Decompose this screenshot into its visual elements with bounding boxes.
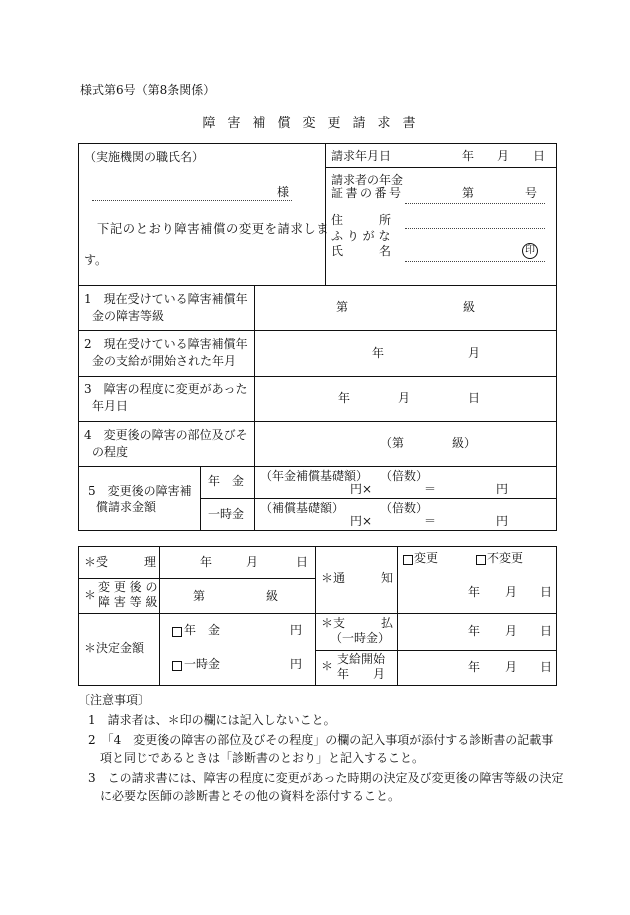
notify-year: 年 bbox=[468, 585, 481, 599]
request-text-line1: 下記のとおり障害補償の変更を請求しま bbox=[97, 222, 330, 236]
receipt-label: ＊受 理 bbox=[84, 555, 157, 569]
seal-icon: 印 bbox=[522, 243, 538, 259]
notify-month: 月 bbox=[505, 585, 518, 599]
row2-year: 年 bbox=[372, 346, 385, 360]
pension-amount-yen: 円 bbox=[290, 623, 303, 637]
cert-dai: 第 bbox=[462, 186, 475, 200]
row2-month: 月 bbox=[468, 346, 481, 360]
lump-yen: 円 bbox=[496, 514, 509, 528]
start-asterisk: ＊ bbox=[321, 659, 334, 673]
pension-multiplier-label: （倍数） bbox=[380, 469, 429, 483]
pension-equals: ＝ bbox=[424, 482, 437, 496]
sama-suffix: 様 bbox=[277, 185, 290, 199]
row2-label-line1: 2 現在受けている障害補償年 bbox=[84, 337, 248, 351]
cert-go: 号 bbox=[525, 186, 538, 200]
note-2-line2: 項と同じであるときは「診断書のとおり」と記入すること。 bbox=[100, 751, 425, 765]
row4-label-line1: 4 変更後の障害の部位及びそ bbox=[84, 428, 248, 442]
pension-cert-label-line2: 証書の番号 bbox=[331, 186, 404, 200]
cert-number-field[interactable] bbox=[405, 203, 545, 204]
note-3-line2: に必要な医師の診断書とその他の資料を添付すること。 bbox=[100, 789, 401, 803]
lump-check-label: 一時金 bbox=[184, 657, 221, 671]
pension-base-label: （年金補償基礎額） bbox=[260, 469, 369, 483]
row1-label-line1: 1 現在受けている障害補償年 bbox=[84, 292, 248, 306]
receipt-year: 年 bbox=[200, 555, 213, 569]
changed-checkbox[interactable] bbox=[403, 555, 413, 565]
note-3-line1: 3 この請求書には、障害の程度に変更があった時期の決定及び変更後の障害等級の決定 bbox=[88, 771, 564, 785]
row3-label-line2: 年月日 bbox=[92, 399, 129, 413]
unchanged-checkbox[interactable] bbox=[476, 555, 486, 565]
row1-dai: 第 bbox=[336, 300, 349, 314]
changed-grade-label-line2: 障 害 等 級 bbox=[98, 595, 158, 609]
payment-month: 月 bbox=[505, 624, 518, 638]
row1-kyu: 級 bbox=[463, 300, 476, 314]
start-label-line2: 年 月 bbox=[337, 667, 386, 681]
date-month: 月 bbox=[497, 149, 510, 163]
request-text-line2: す。 bbox=[84, 253, 108, 267]
name-label: 氏 名 bbox=[331, 244, 392, 258]
lump-base-label: （補償基礎額） bbox=[260, 501, 345, 515]
row3-month: 月 bbox=[398, 391, 411, 405]
pension-yen-times: 円× bbox=[350, 482, 373, 496]
payment-label-line2: （一時金） bbox=[330, 631, 391, 645]
decision-amount-label: ＊決定金額 bbox=[84, 641, 145, 655]
lump-multiplier-label: （倍数） bbox=[380, 501, 429, 515]
addressee-label: （実施機関の職氏名） bbox=[84, 150, 205, 164]
date-day: 日 bbox=[533, 149, 546, 163]
receipt-month: 月 bbox=[246, 555, 259, 569]
row4-grade: （第 級） bbox=[380, 436, 477, 450]
row4-label-line2: の程度 bbox=[92, 445, 129, 459]
note-2-line1: 2 「4 変更後の障害の部位及びその程度」の欄の記入事項が添付する診断書の記載事 bbox=[88, 733, 554, 747]
lump-equals: ＝ bbox=[424, 514, 437, 528]
start-year: 年 bbox=[468, 660, 481, 674]
address-field[interactable] bbox=[405, 228, 545, 229]
pension-yen: 円 bbox=[496, 482, 509, 496]
notes-heading: 〔注意事項〕 bbox=[78, 693, 151, 707]
start-label-line1: 支給開始 bbox=[337, 652, 386, 666]
grade-asterisk: ＊ bbox=[84, 588, 97, 602]
addressee-field[interactable] bbox=[92, 200, 292, 201]
lump-amount-yen: 円 bbox=[290, 657, 303, 671]
pension-check-label: 年 金 bbox=[184, 623, 221, 637]
row3-label-line1: 3 障害の程度に変更があった bbox=[84, 382, 248, 396]
form-title: 障害補償変更請求書 bbox=[202, 116, 428, 131]
note-1: 1 請求者は、＊印の欄には記入しないこと。 bbox=[88, 713, 336, 727]
row3-day: 日 bbox=[468, 391, 481, 405]
pension-cert-label-line1: 請求者の年金 bbox=[331, 173, 404, 187]
receipt-day: 日 bbox=[296, 555, 309, 569]
request-date-label: 請求年月日 bbox=[331, 149, 392, 163]
start-day: 日 bbox=[540, 660, 553, 674]
row5-label-line1: 5 変更後の障害補 bbox=[88, 484, 192, 498]
grade-kyu: 級 bbox=[266, 589, 279, 603]
name-field[interactable] bbox=[405, 261, 545, 262]
row1-label-line2: 金の障害等級 bbox=[92, 309, 165, 323]
changed-grade-label-line1: 変 更 後 の bbox=[98, 580, 158, 594]
start-month: 月 bbox=[505, 660, 518, 674]
row5-pension-label: 年 金 bbox=[208, 474, 245, 488]
payment-year: 年 bbox=[468, 624, 481, 638]
notification-label: ＊通 知 bbox=[321, 571, 394, 585]
row2-label-line2: 金の支給が開始された年月 bbox=[92, 354, 237, 368]
payment-label-line1: ＊支 払 bbox=[321, 616, 394, 630]
changed-label: 変更 bbox=[414, 551, 439, 565]
grade-dai: 第 bbox=[193, 589, 206, 603]
payment-day: 日 bbox=[540, 624, 553, 638]
row3-year: 年 bbox=[338, 391, 351, 405]
pension-checkbox[interactable] bbox=[172, 627, 182, 637]
form-number: 様式第6号（第8条関係） bbox=[80, 83, 216, 97]
notify-day: 日 bbox=[540, 585, 553, 599]
row5-lump-label: 一時金 bbox=[208, 507, 245, 521]
address-label: 住 所 bbox=[331, 213, 392, 227]
unchanged-label: 不変更 bbox=[487, 551, 524, 565]
row5-label-line2: 償請求金額 bbox=[96, 500, 157, 514]
furigana-label: ふ り が な bbox=[331, 229, 391, 243]
lump-yen-times: 円× bbox=[350, 514, 373, 528]
lump-checkbox[interactable] bbox=[172, 661, 182, 671]
date-year: 年 bbox=[462, 149, 475, 163]
